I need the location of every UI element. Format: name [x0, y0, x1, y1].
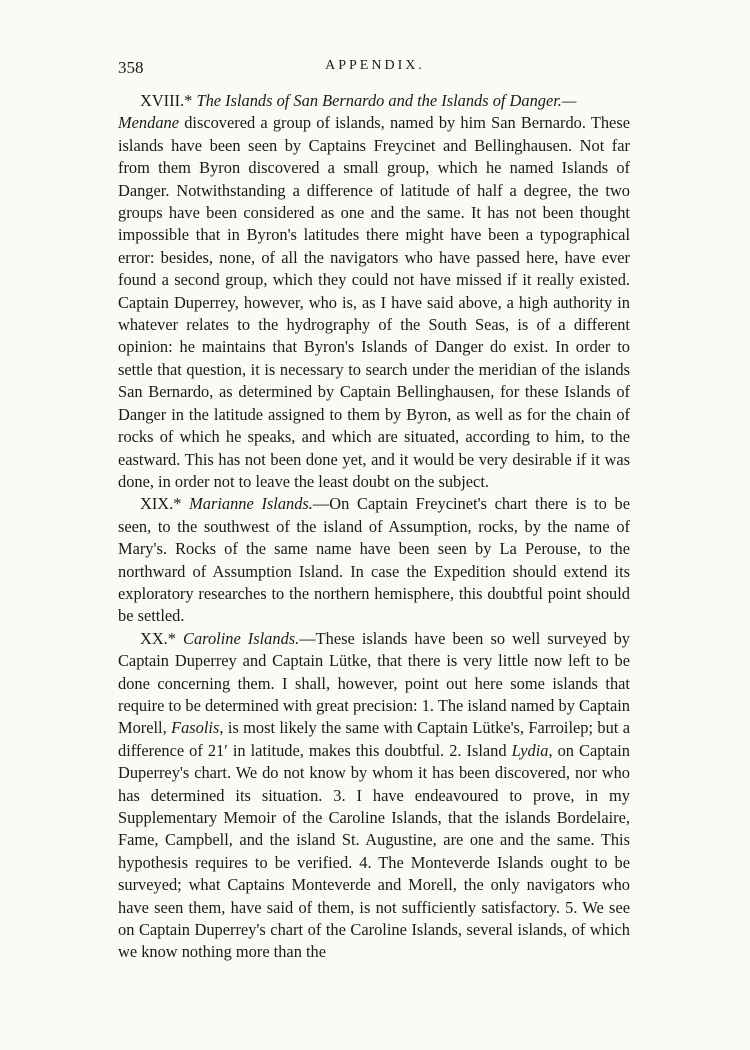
italic-name: Mendane — [118, 113, 179, 133]
section-text: —These islands have been so well surveyed by Captain Duperrey and Captain Lütke, that there is very little now left to be done concerning them. I shall, however, point out here some islands that require to be determined with great precision: 1. The island named by Captain Morell, — [118, 628, 630, 738]
page-header — [118, 58, 632, 82]
section-title: The Islands of San Bernardo and the Islands of Danger.— — [196, 91, 577, 110]
italic-name: Lydia — [511, 740, 549, 760]
section-xviii — [118, 90, 630, 493]
section-xx — [118, 628, 630, 964]
section-text: , is most likely the same with Captain Lütke's, Farroilep; but a difference of 21′ in latitude, makes this doubtful. 2. Island — [118, 718, 630, 760]
section-number: XIX.* — [140, 494, 182, 514]
section-number: XVIII.* — [140, 91, 193, 110]
page-number: 358 — [118, 58, 144, 77]
section-text: —On Captain Freycinet's chart there is to be seen, to the southwest of the island of Assumption, rocks, by the name of Mary's. Rocks of the same name have been seen by La Perouse, to the northward of Assumption Island. In case the Expedition should extend its exploratory researches to the northern hemisphere, this doubtful point should be settled. — [118, 494, 630, 626]
section-text: discovered a group of islands, named by him San Bernardo. These islands have been seen by Captains Freycinet and Bellinghausen. Not far from them Byron discovered a small group, which he named Islands of Danger. Notwithstanding a difference of latitude of half a degree, the two groups have been considered as one and the same. It has not been thought impossible that in Byron's latitudes there might have been a typographical error: besides, none, of all the navigators who have passed here, have ever found a second group, which they could not have missed if it really existed. Captain Duperrey, however, who is, as I have said above, a high authority in whatever relates to the hydrography of the South Seas, is of a different opinion: he maintains that Byron's Islands of Danger do exist. In order to settle that question, it is necessary to search under the meridian of the islands San Bernardo, as determined by Captain Bellinghausen, for these Islands of Danger in the latitude assigned to them by Byron, as well as for the chain of rocks of which he speaks, and which are situated, according to him, to the eastward. This has not been done yet, and it would be very desirable if it was done, in order not to leave the least doubt on the subject. — [118, 113, 630, 491]
section-title: Marianne Islands. — [189, 494, 313, 514]
body-text — [118, 90, 630, 964]
section-xix — [118, 493, 630, 627]
running-head: APPENDIX. — [325, 58, 425, 73]
section-title: Caroline Islands. — [183, 628, 300, 648]
section-number: XX.* — [140, 628, 176, 648]
italic-name: Fasolis — [171, 718, 220, 738]
section-text: , on Captain Duperrey's chart. We do not know by whom it has been discovered, nor who has determined its situation. 3. I have endeavoured to prove, in my Supplementary Memoir of the Caroline Islands, that the islands Bordelaire, Fame, Campbell, and the island St. Augustine, are one and the same. This hypothesis requires to be verified. 4. The Monteverde Islands ought to be surveyed; what Captains Monteverde and Morell, the only navigators who have seen them, have said of them, is not sufficiently satisfactory. 5. We see on Captain Duperrey's chart of the Caroline Islands, several islands, of which we know nothing more than the — [118, 740, 630, 962]
